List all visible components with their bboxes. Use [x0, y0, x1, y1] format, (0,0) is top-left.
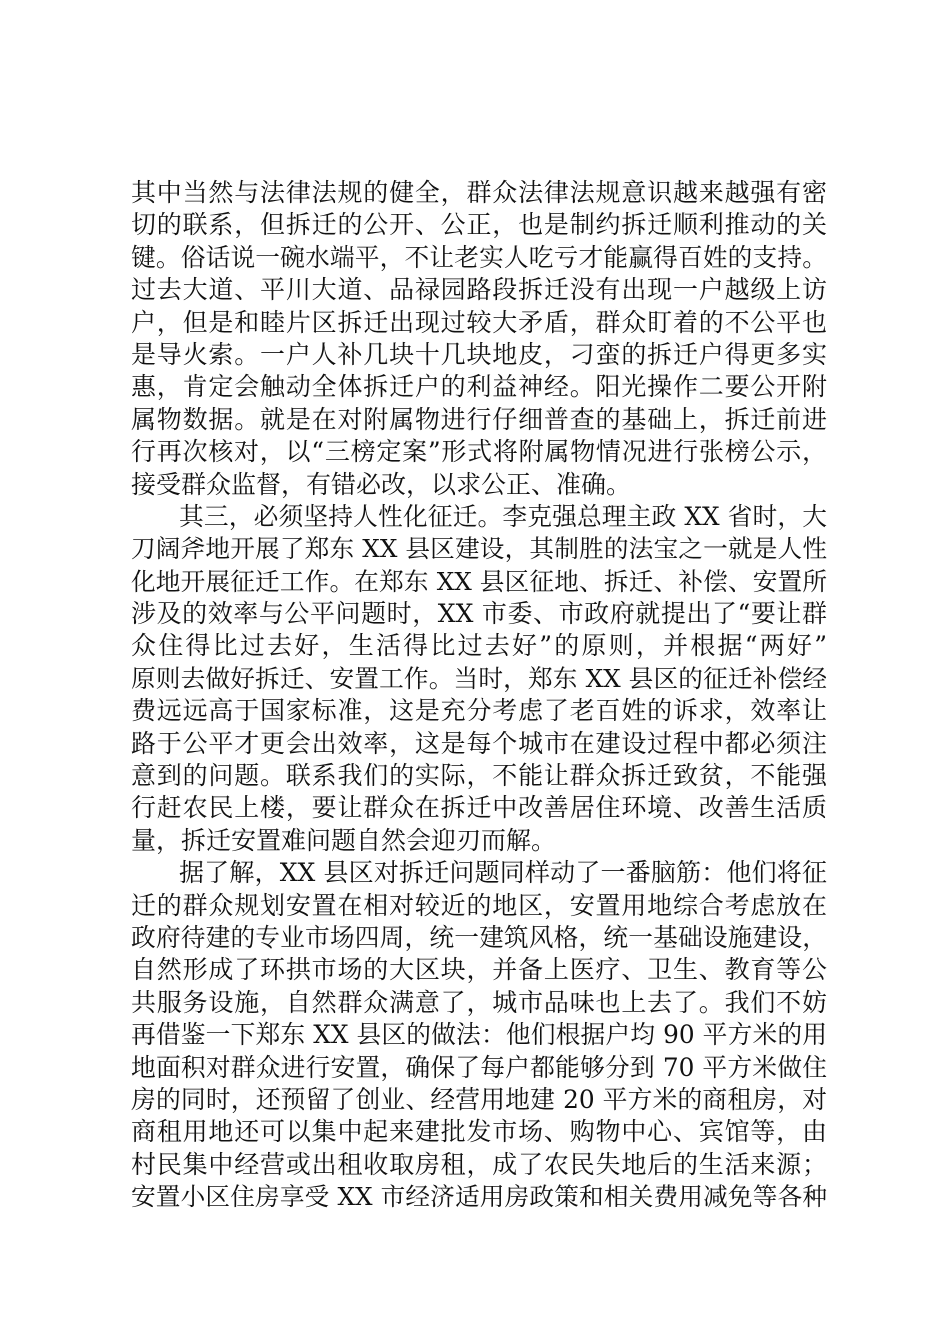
text-line: 其中当然与法律法规的健全，群众法律法规意识越来越强有密 — [131, 178, 827, 207]
text-line: 意到的问题。联系我们的实际，不能让群众拆迁致贫，不能强 — [131, 761, 827, 791]
text-line: 户，但是和睦片区拆迁出现过较大矛盾，群众盯着的不公平也 — [131, 307, 827, 337]
text-line: 原则去做好拆迁、安置工作。当时，郑东 XX 县区的征迁补偿经 — [131, 663, 827, 693]
text-line: 地面积对群众进行安置，确保了每户都能够分到 70 平方米做住 — [131, 1052, 827, 1082]
text-line: 量，拆迁安置难问题自然会迎刃而解。 — [131, 825, 557, 855]
text-line: 惠，肯定会触动全体拆迁户的利益神经。阳光操作二要公开附 — [131, 372, 827, 402]
text-line: 切的联系，但拆迁的公开、公正，也是制约拆迁顺利推动的关 — [131, 210, 827, 240]
text-line: 迁的群众规划安置在相对较近的地区，安置用地综合考虑放在 — [131, 890, 827, 920]
text-line: 安置小区住房享受 XX 市经济适用房政策和相关费用减免等各种 — [131, 1182, 827, 1212]
text-line: 刀阔斧地开展了郑东 XX 县区建设，其制胜的法宝之一就是人性 — [131, 534, 827, 564]
text-line: 接受群众监督，有错必改，以求公正、准确。 — [131, 469, 632, 499]
text-line: 是导火索。一户人补几块十几块地皮，刁蛮的拆迁户得更多实 — [131, 339, 827, 369]
text-line: 再借鉴一下郑东 XX 县区的做法：他们根据户均 90 平方米的用 — [131, 1020, 827, 1050]
text-line: 众住得比过去好，生活得比过去好”的原则，并根据“两好” — [131, 631, 827, 661]
text-line: 行赶农民上楼，要让群众在拆迁中改善居住环境、改善生活质 — [131, 793, 827, 823]
text-line: 房的同时，还预留了创业、经营用地建 20 平方米的商租房，对 — [131, 1084, 827, 1114]
text-line: 属物数据。就是在对附属物进行仔细普查的基础上，拆迁前进 — [131, 404, 827, 434]
text-line: 费远远高于国家标准，这是充分考虑了老百姓的诉求，效率让 — [131, 696, 827, 726]
text-line: 化地开展征迁工作。在郑东 XX 县区征地、拆迁、补偿、安置所 — [131, 566, 827, 596]
text-line: 商租用地还可以集中起来建批发市场、购物中心、宾馆等，由 — [131, 1117, 827, 1147]
text-line: 村民集中经营或出租收取房租，成了农民失地后的生活来源； — [131, 1149, 827, 1179]
text-line: 共服务设施，自然群众满意了，城市品味也上去了。我们不妨 — [131, 987, 827, 1017]
text-line: 政府待建的专业市场四周，统一建筑风格，统一基础设施建设， — [131, 922, 827, 952]
text-line: 其三，必须坚持人性化征迁。李克强总理主政 XX 省时，大 — [179, 501, 827, 531]
text-line: 键。俗话说一碗水端平，不让老实人吃亏才能赢得百姓的支持。 — [131, 242, 827, 272]
text-line: 自然形成了环拱市场的大区块，并备上医疗、卫生、教育等公 — [131, 955, 827, 985]
body-text — [131, 177, 827, 1214]
text-line: 据了解，XX 县区对拆迁问题同样动了一番脑筋：他们将征 — [179, 858, 827, 888]
text-line: 过去大道、平川大道、品禄园路段拆迁没有出现一户越级上访 — [131, 275, 827, 305]
text-line: 涉及的效率与公平问题时，XX 市委、市政府就提出了“要让群 — [131, 599, 827, 629]
text-line: 路于公平才更会出效率，这是每个城市在建设过程中都必须注 — [131, 728, 827, 758]
text-line: 行再次核对，以“三榜定案”形式将附属物情况进行张榜公示， — [131, 437, 827, 467]
